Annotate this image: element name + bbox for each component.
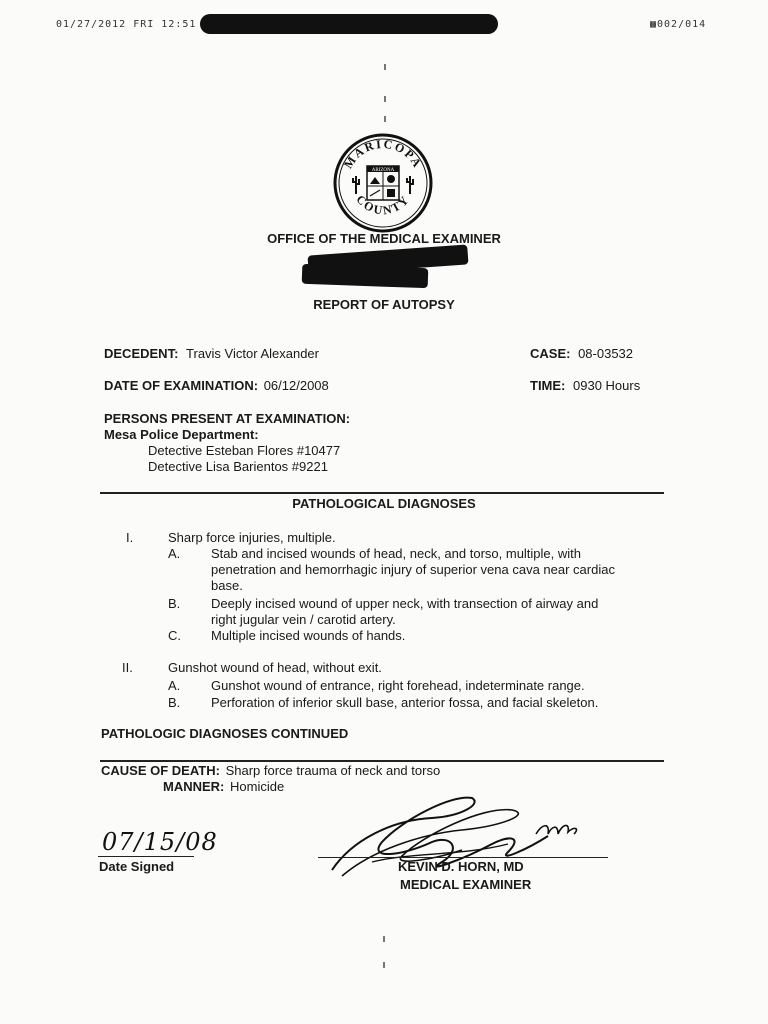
person-present: Detective Esteban Flores #10477 [148, 443, 341, 458]
diagnoses-heading: PATHOLOGICAL DIAGNOSES [292, 496, 476, 511]
handwritten-date: 07/15/08 [102, 828, 218, 856]
cause-of-death [101, 763, 440, 778]
diagnosis-item-letter: C. [168, 628, 181, 643]
fax-timestamp: 01/27/2012 FRI 12:51 [56, 19, 197, 30]
diagnosis-item-line: Multiple incised wounds of hands. [211, 628, 406, 643]
seal-center-text: ARIZONA [371, 168, 395, 173]
cause-value: Sharp force trauma of neck and torso [225, 763, 441, 778]
diagnosis-item-line: Deeply incised wound of upper neck, with transection of airway and [211, 596, 599, 611]
diagnosis-number: I. [126, 530, 134, 545]
case-value: 08-03532 [578, 346, 634, 361]
divider-line [100, 492, 664, 494]
divider-line [100, 760, 664, 762]
signature-line [318, 857, 608, 858]
scan-mark [383, 962, 385, 968]
decedent-field [104, 346, 319, 361]
seal-bottom-text: COUNTY [353, 192, 413, 218]
case-field [530, 346, 633, 361]
manner-label: MANNER: [163, 779, 225, 794]
diagnosis-title: Gunshot wound of head, without exit. [168, 660, 382, 675]
diagnosis-item-line: Perforation of inferior skull base, anterior fossa, and facial skeleton. [211, 695, 599, 710]
diagnosis-item-line: base. [211, 578, 243, 593]
exam-date-label: DATE OF EXAMINATION: [104, 378, 259, 393]
date-signed-label: Date Signed [99, 859, 175, 874]
fax-page-number: ▩002/014 [650, 19, 707, 30]
date-signed-line [98, 856, 194, 857]
manner-value: Homicide [230, 779, 285, 794]
report-title: REPORT OF AUTOPSY [313, 297, 455, 312]
exam-date-value: 06/12/2008 [263, 378, 329, 393]
scan-mark [383, 936, 385, 942]
case-label: CASE: [530, 346, 571, 361]
diagnosis-item-line: right jugular vein / carotid artery. [211, 612, 396, 627]
exam-date-field [104, 378, 329, 393]
person-present: Detective Lisa Barientos #9221 [148, 459, 328, 474]
examiner-signature-icon [312, 790, 612, 890]
redaction-bar-middle [302, 264, 429, 288]
diagnosis-item-letter: A. [168, 546, 181, 561]
diagnosis-item-letter: B. [168, 596, 181, 611]
diagnosis-item-letter: A. [168, 678, 181, 693]
persons-label: PERSONS PRESENT AT EXAMINATION: [104, 411, 351, 426]
cause-label: CAUSE OF DEATH: [101, 763, 220, 778]
county-seal-icon [332, 132, 434, 234]
diagnosis-title: Sharp force injuries, multiple. [168, 530, 336, 545]
diagnosis-item-letter: B. [168, 695, 181, 710]
redaction-bar-top [200, 14, 498, 34]
seal-top-text: MARICOPA [340, 136, 426, 172]
examiner-title: MEDICAL EXAMINER [400, 877, 532, 892]
manner-of-death [163, 779, 284, 794]
diagnosis-item-line: Gunshot wound of entrance, right forehead, indeterminate range. [211, 678, 585, 693]
scan-mark [384, 116, 386, 122]
scan-mark [384, 96, 386, 102]
examiner-name: KEVIN D. HORN, MD [398, 859, 524, 874]
persons-dept: Mesa Police Department: [104, 427, 259, 442]
time-value: 0930 Hours [573, 378, 641, 393]
time-label: TIME: [530, 378, 566, 393]
office-heading: OFFICE OF THE MEDICAL EXAMINER [267, 231, 501, 246]
diagnosis-item-line: penetration and hemorrhagic injury of superior vena cava near cardiac [211, 562, 615, 577]
decedent-label: DECEDENT: [104, 346, 179, 361]
decedent-value: Travis Victor Alexander [186, 346, 319, 361]
continued-heading: PATHOLOGIC DIAGNOSES CONTINUED [101, 726, 349, 741]
diagnosis-item-line: Stab and incised wounds of head, neck, and torso, multiple, with [211, 546, 581, 561]
scan-mark [384, 64, 386, 70]
diagnosis-number: II. [122, 660, 133, 675]
time-field [530, 378, 640, 393]
